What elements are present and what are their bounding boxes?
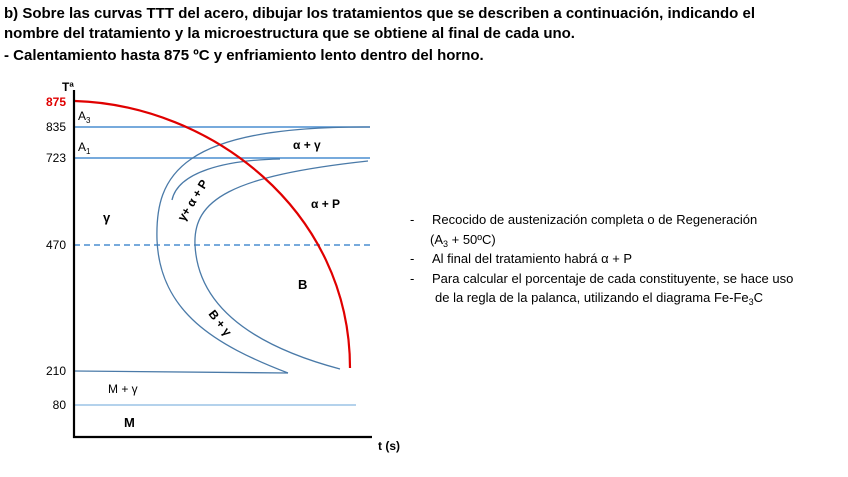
label-gamma-alpha-p: γ+ α + P <box>174 177 211 224</box>
heading-line-1: b) Sobre las curvas TTT del acero, dibujar los tratamientos que se describen a continuación, indicando el <box>4 5 756 22</box>
label-gamma: γ <box>103 210 111 225</box>
note-1-text: Recocido de austenización completa o de Regeneración <box>432 212 758 227</box>
label-a3: $A_3$ <box>78 109 91 125</box>
label-b-gamma: B + γ <box>205 307 235 339</box>
ttt-start-curve <box>157 127 370 373</box>
note-2-text: Al final del tratamiento habrá α + P <box>432 251 633 266</box>
note-item-3 <box>410 269 793 289</box>
label-alpha-gamma: α + γ <box>293 138 321 152</box>
bullet-dash: - <box>410 251 415 266</box>
tick-210: 210 <box>45 364 66 378</box>
label-m-gamma: M + γ <box>108 382 138 396</box>
bullet-dash: - <box>410 212 415 227</box>
tick-835: 835 <box>45 120 66 134</box>
label-m: M <box>124 415 135 430</box>
label-alpha-p: α + P <box>311 197 341 211</box>
ms-210-line <box>74 371 288 373</box>
heading-line-2: nombre del tratamiento y la microestructura que se obtiene al final de cada uno. <box>4 25 575 42</box>
note-1-continuation: ($A_3$ + 50ºC) <box>430 231 496 249</box>
label-b: B <box>298 277 308 292</box>
ttt-finish-curve <box>195 161 368 369</box>
notes-list <box>410 210 793 308</box>
tick-80: 80 <box>52 398 66 412</box>
tick-470: 470 <box>45 238 66 252</box>
label-a1: $A_1$ <box>78 140 91 156</box>
note-item-2 <box>410 249 793 269</box>
bullet-dash: - <box>410 270 415 286</box>
note-item-1 <box>410 210 793 230</box>
note-3-continuation: de la regla de la palanca, utilizando el diagrama $Fe-Fe_3C$ <box>435 290 764 307</box>
tick-723: 723 <box>45 151 66 165</box>
x-axis-label: t (s) <box>378 439 400 453</box>
heading-line-3: - Calentamiento hasta 875 ºC y enfriamiento lento dentro del horno. <box>4 47 484 64</box>
tick-875: 875 <box>45 95 66 109</box>
y-axis-label: Tª <box>62 80 74 94</box>
note-3-text: Para calcular el porcentaje de cada constituyente, se hace uso <box>432 270 794 286</box>
